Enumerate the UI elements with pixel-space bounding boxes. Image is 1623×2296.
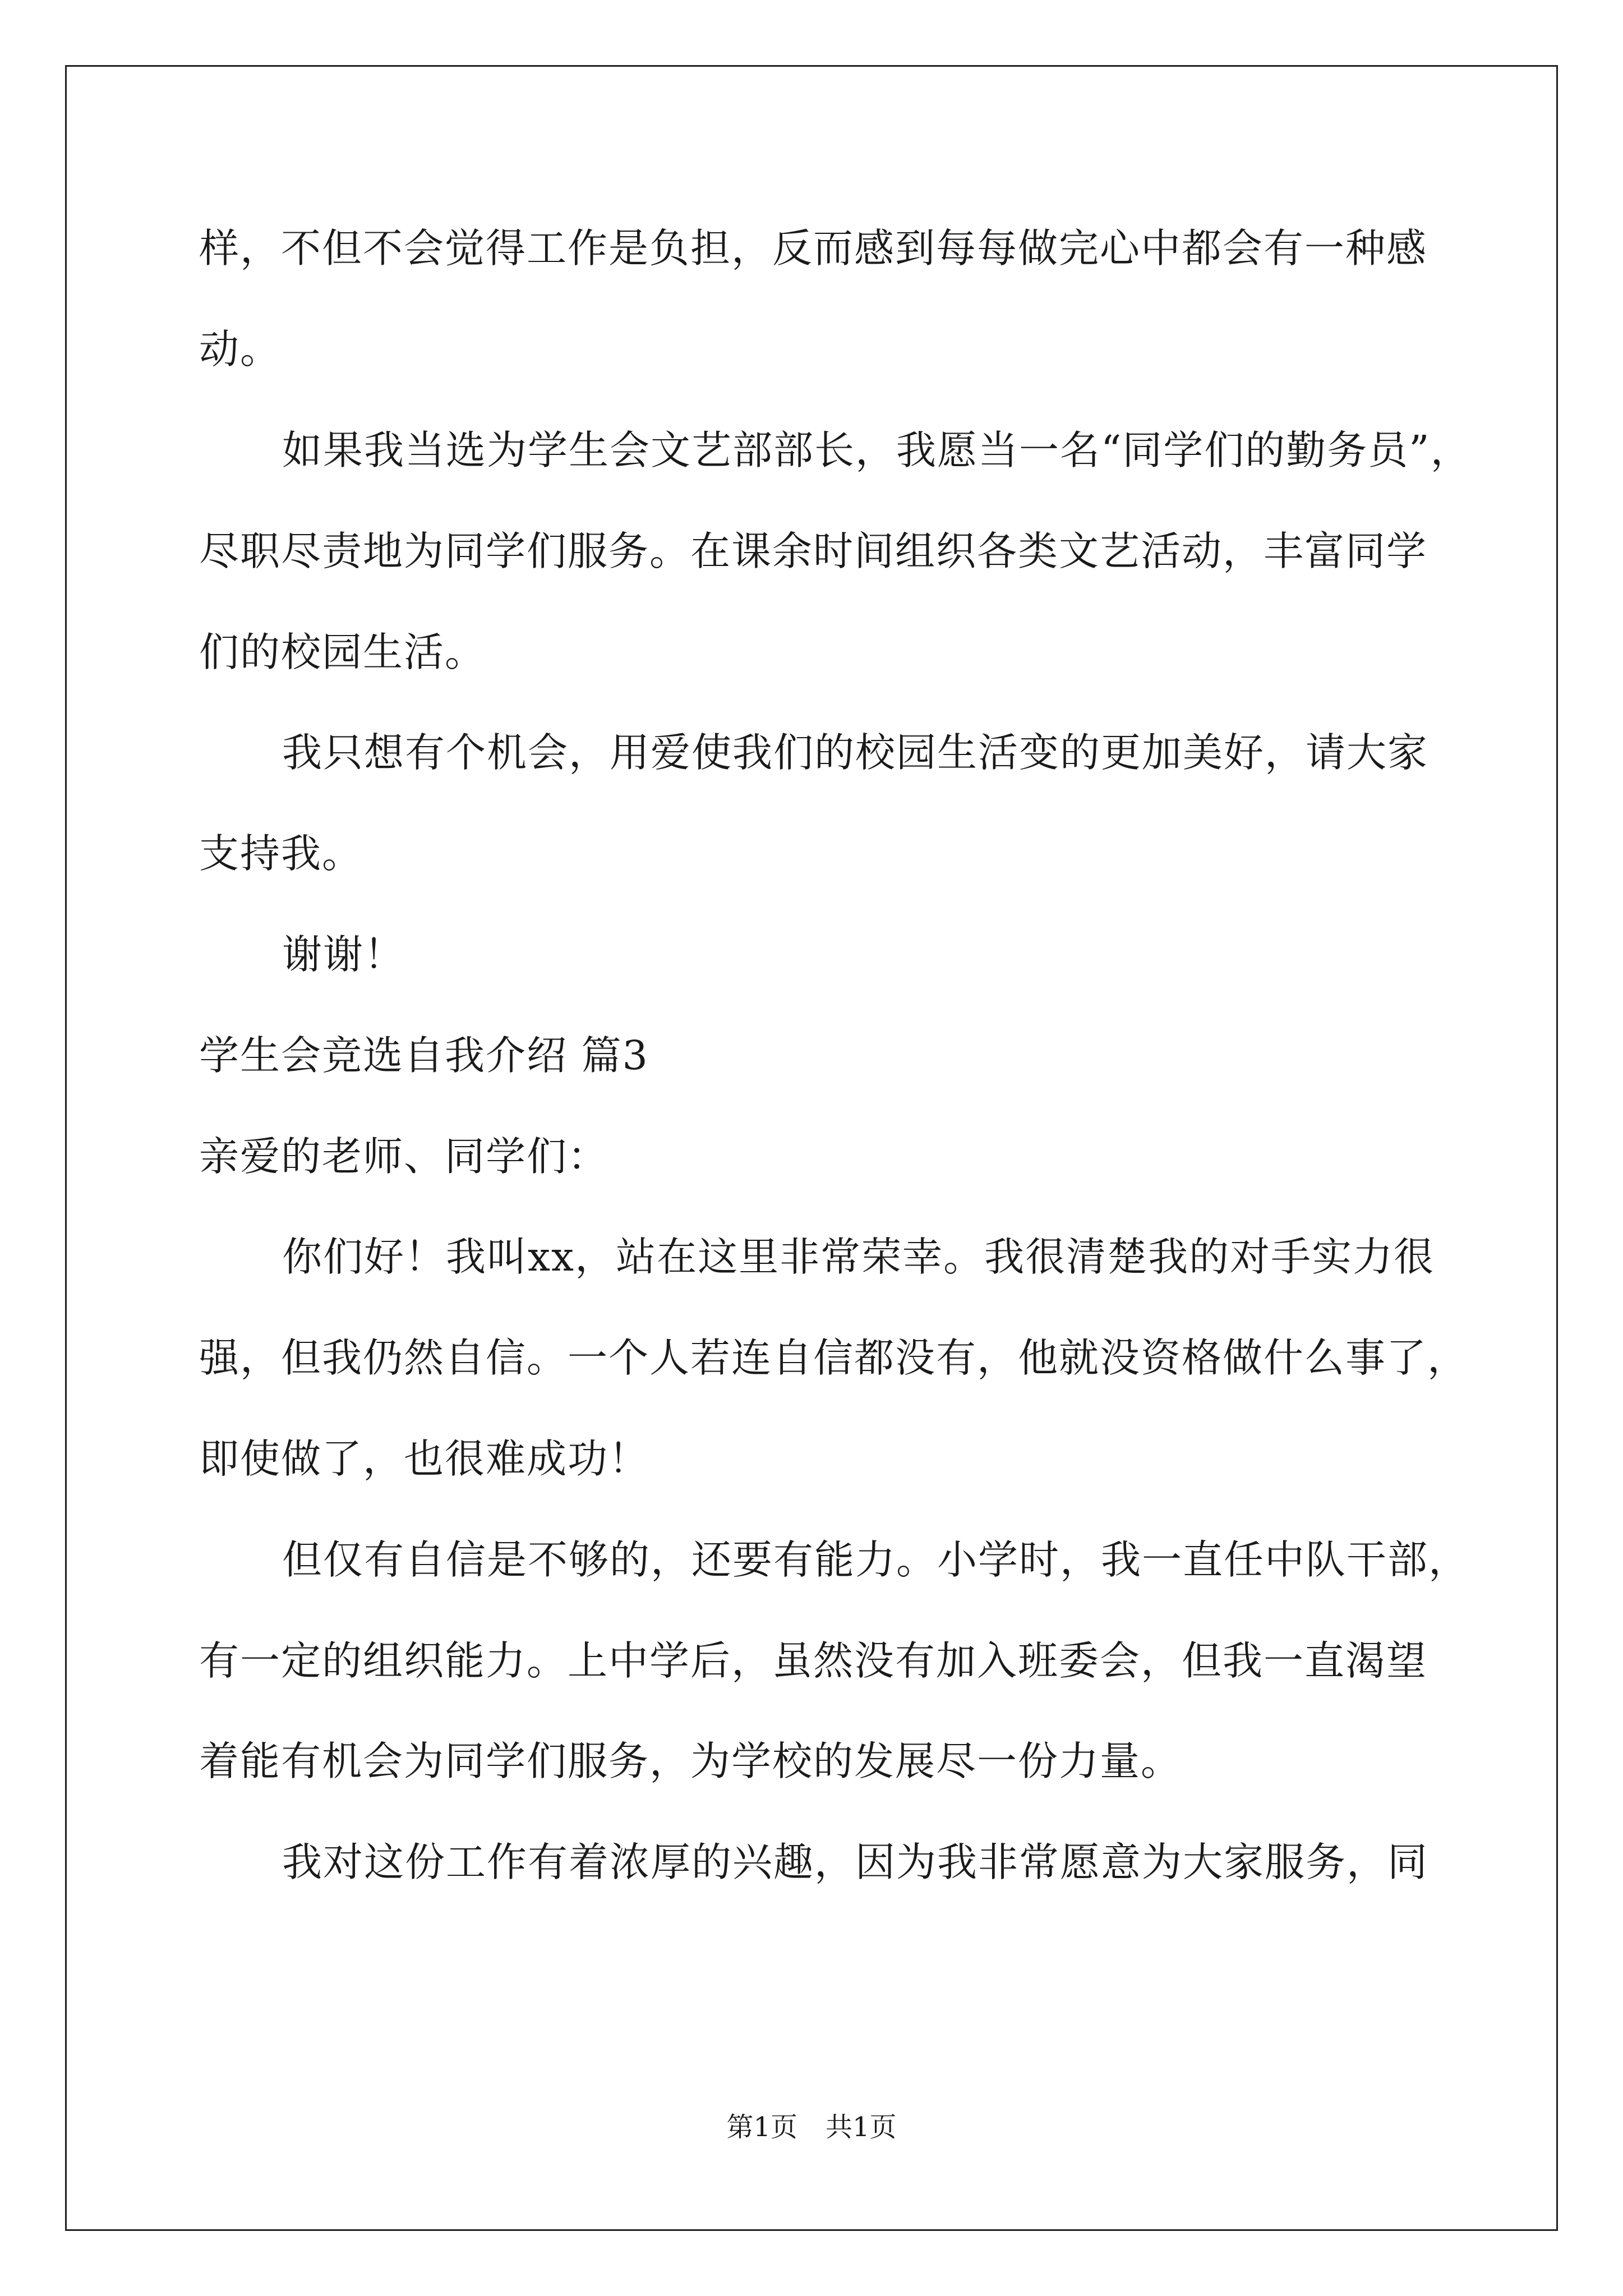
text-line: 你们好！我叫xx，站在这里非常荣幸。我很清楚我的对手实力很 (282, 1234, 1435, 1280)
page-number: 第1页 (726, 2111, 797, 2143)
text-line: 尽职尽责地为同学们服务。在课余时间组织各类文艺活动，丰富同学 (199, 528, 1428, 574)
text-line: 动。 (199, 326, 282, 372)
text-line: 支持我。 (199, 830, 363, 877)
text-line: 即使做了，也很难成功！ (199, 1435, 650, 1482)
text-line: 强，但我仍然自信。一个人若连自信都没有，他就没资格做什么事了， (199, 1335, 1469, 1381)
text-line: 但仅有自信是不够的，还要有能力。小学时，我一直任中队干部， (282, 1536, 1470, 1583)
text-line: 我对这份工作有着浓厚的兴趣，因为我非常愿意为大家服务，同 (282, 1839, 1429, 1885)
text-line: 我只想有个机会，用爱使我们的校园生活变的更加美好，请大家 (282, 729, 1429, 776)
page-footer (0, 2110, 1623, 2144)
text-line: 有一定的组织能力。上中学后，虽然没有加入班委会，但我一直渴望 (199, 1637, 1428, 1684)
page-total: 共1页 (826, 2111, 897, 2143)
section-heading: 学生会竞选自我介绍 篇3 (199, 1032, 649, 1079)
salutation: 亲爱的老师、同学们： (199, 1133, 609, 1180)
text-line: 如果我当选为学生会文艺部部长，我愿当一名“同学们的勤务员”， (282, 427, 1472, 473)
text-line: 样，不但不会觉得工作是负担，反而感到每每做完心中都会有一种感 (199, 225, 1428, 272)
text-line: 谢谢！ (282, 931, 405, 978)
text-line: 着能有机会为同学们服务，为学校的发展尽一份力量。 (199, 1738, 1182, 1784)
text-line: 们的校园生活。 (199, 629, 486, 675)
